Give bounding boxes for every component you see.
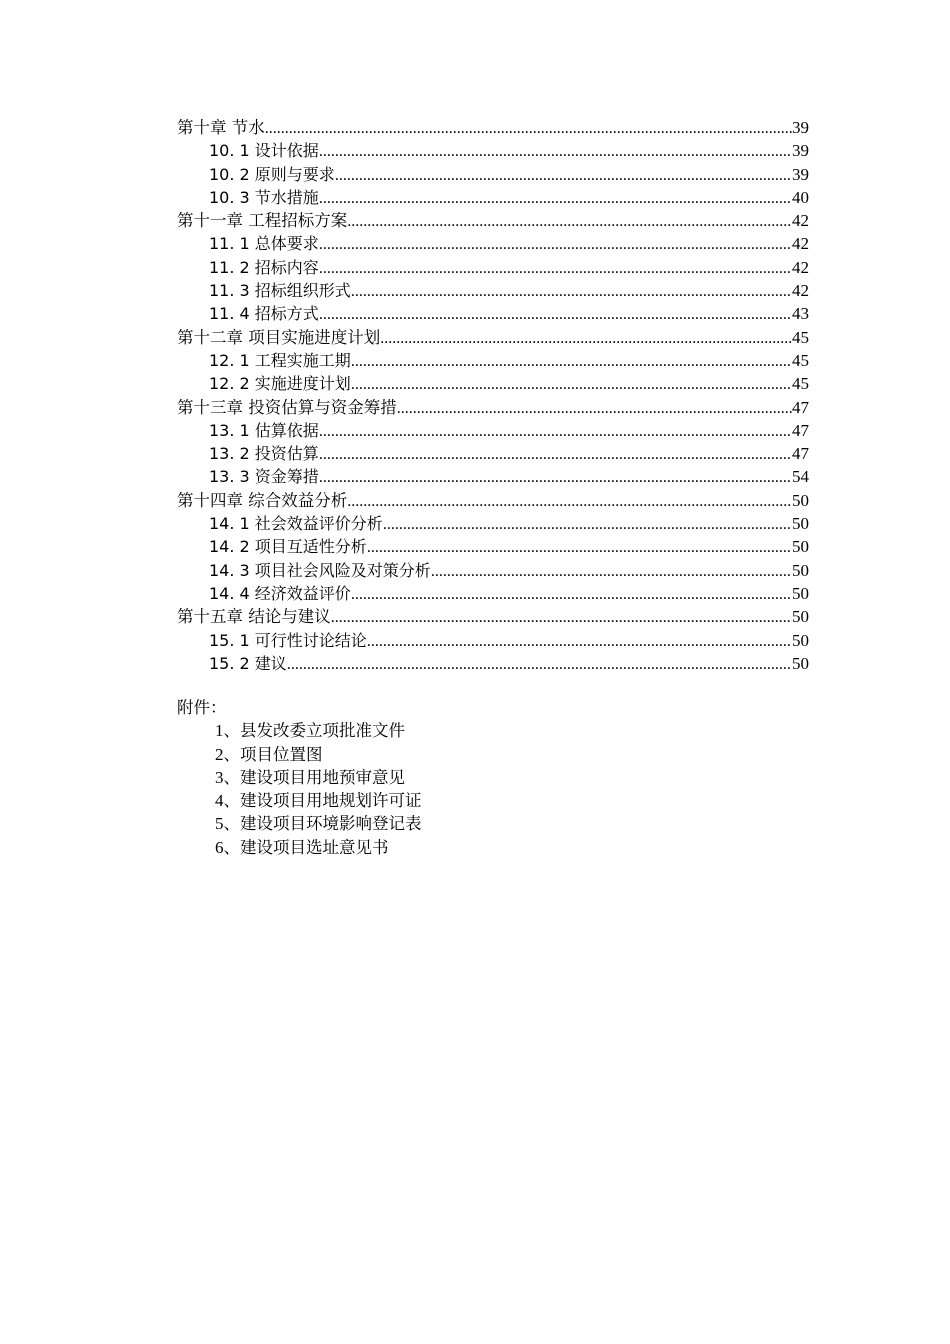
attachment-separator: 、 xyxy=(223,837,240,857)
dot-leader xyxy=(351,373,792,396)
toc-entry-page: 43 xyxy=(792,304,809,324)
attachment-item xyxy=(177,789,422,812)
toc-entry-title: 11. 1 总体要求 xyxy=(209,234,319,254)
attachment-text: 建设项目用地规划许可证 xyxy=(240,791,422,811)
toc-entry-chapter-13[interactable] xyxy=(177,396,809,419)
toc-entry-section-13-1[interactable] xyxy=(177,419,809,442)
attachment-text: 建设项目环境影响登记表 xyxy=(240,814,422,834)
dot-leader xyxy=(380,327,792,350)
toc-entry-section-14-3[interactable] xyxy=(177,559,809,582)
attachment-number: 4 xyxy=(215,791,224,811)
dot-leader xyxy=(351,583,792,606)
dot-leader xyxy=(319,233,792,256)
toc-entry-title: 第十四章 综合效益分析 xyxy=(177,490,348,510)
toc-entry-page: 45 xyxy=(792,350,809,370)
attachment-separator: 、 xyxy=(223,791,240,811)
toc-entry-title: 13. 2 投资估算 xyxy=(209,444,319,464)
toc-entry-section-11-3[interactable] xyxy=(177,279,809,302)
toc-entry-section-14-2[interactable] xyxy=(177,535,809,558)
attachment-separator: 、 xyxy=(223,767,240,787)
toc-entry-title: 10. 3 节水措施 xyxy=(209,187,319,207)
attachment-number: 1 xyxy=(215,721,224,741)
attachment-item xyxy=(177,836,422,859)
toc-entry-section-13-3[interactable] xyxy=(177,465,809,488)
toc-entry-title: 14. 4 经济效益评价 xyxy=(209,583,351,603)
toc-entry-title: 13. 1 估算依据 xyxy=(209,420,319,440)
dot-leader xyxy=(319,420,792,443)
toc-entry-section-10-1[interactable] xyxy=(177,139,809,162)
dot-leader xyxy=(431,560,792,583)
toc-entry-section-13-2[interactable] xyxy=(177,442,809,465)
toc-entry-title: 10. 2 原则与要求 xyxy=(209,164,335,184)
toc-entry-chapter-10[interactable] xyxy=(177,116,809,139)
toc-entry-page: 50 xyxy=(792,490,809,510)
toc-entry-chapter-12[interactable] xyxy=(177,326,809,349)
toc-entry-title: 第十五章 结论与建议 xyxy=(177,607,331,627)
toc-entry-page: 45 xyxy=(792,327,809,347)
attachment-text: 项目位置图 xyxy=(240,744,323,764)
toc-entry-page: 50 xyxy=(792,607,809,627)
toc-entry-title: 15. 2 建议 xyxy=(209,653,287,673)
attachment-item xyxy=(177,719,422,742)
toc-entry-title: 14. 3 项目社会风险及对策分析 xyxy=(209,560,431,580)
dot-leader xyxy=(351,350,792,373)
toc-entry-chapter-14[interactable] xyxy=(177,489,809,512)
toc-entry-title: 15. 1 可行性讨论结论 xyxy=(209,630,367,650)
toc-entry-section-15-2[interactable] xyxy=(177,652,809,675)
toc-entry-chapter-15[interactable] xyxy=(177,605,809,628)
toc-entry-page: 39 xyxy=(792,141,809,161)
toc-entry-title: 11. 3 招标组织形式 xyxy=(209,281,351,301)
attachment-separator: 、 xyxy=(223,744,240,764)
toc-entry-page: 54 xyxy=(792,467,809,487)
toc-entry-page: 47 xyxy=(792,444,809,464)
dot-leader xyxy=(351,280,792,303)
toc-entry-title: 第十一章 工程招标方案 xyxy=(177,211,348,231)
dot-leader xyxy=(319,140,792,163)
toc-entry-title: 第十三章 投资估算与资金筹措 xyxy=(177,397,397,417)
toc-entry-page: 42 xyxy=(792,211,809,231)
toc-entry-section-14-4[interactable] xyxy=(177,582,809,605)
toc-entry-section-11-4[interactable] xyxy=(177,302,809,325)
toc-entry-title: 12. 1 工程实施工期 xyxy=(209,350,351,370)
dot-leader xyxy=(347,210,792,233)
attachment-number: 3 xyxy=(215,767,224,787)
toc-entry-page: 40 xyxy=(792,187,809,207)
toc-entry-section-15-1[interactable] xyxy=(177,629,809,652)
toc-entry-page: 47 xyxy=(792,397,809,417)
dot-leader xyxy=(347,490,792,513)
toc-entry-title: 14. 1 社会效益评价分析 xyxy=(209,514,383,534)
dot-leader xyxy=(319,303,792,326)
toc-entry-page: 42 xyxy=(792,234,809,254)
toc-entry-section-12-1[interactable] xyxy=(177,349,809,372)
toc-entry-title: 10. 1 设计依据 xyxy=(209,141,319,161)
toc-entry-page: 50 xyxy=(792,514,809,534)
toc-entry-section-10-2[interactable] xyxy=(177,163,809,186)
toc-entry-title: 12. 2 实施进度计划 xyxy=(209,374,351,394)
toc-entry-title: 第十章 节水 xyxy=(177,118,265,137)
toc-entry-section-10-3[interactable] xyxy=(177,186,809,209)
toc-entry-title: 第十二章 项目实施进度计划 xyxy=(177,327,381,347)
attachments-list xyxy=(177,696,422,859)
attachment-number: 6 xyxy=(215,837,224,857)
toc-entry-title: 11. 4 招标方式 xyxy=(209,304,319,324)
toc-entry-page: 47 xyxy=(792,420,809,440)
toc-entry-section-11-1[interactable] xyxy=(177,232,809,255)
attachment-text: 建设项目用地预审意见 xyxy=(240,767,405,787)
toc-entry-page: 50 xyxy=(792,537,809,557)
attachment-number: 2 xyxy=(215,744,224,764)
dot-leader xyxy=(287,653,792,676)
dot-leader xyxy=(367,630,792,653)
dot-leader xyxy=(319,187,792,210)
toc-entry-page: 42 xyxy=(792,257,809,277)
dot-leader xyxy=(335,164,792,187)
attachment-item xyxy=(177,743,422,766)
toc-entry-page: 50 xyxy=(792,560,809,580)
toc-entry-chapter-11[interactable] xyxy=(177,209,809,232)
toc-entry-page: 50 xyxy=(792,630,809,650)
toc-entry-section-11-2[interactable] xyxy=(177,256,809,279)
toc-entry-title: 14. 2 项目互适性分析 xyxy=(209,537,367,557)
toc-entry-title: 11. 2 招标内容 xyxy=(209,257,319,277)
attachment-number: 5 xyxy=(215,814,224,834)
dot-leader xyxy=(331,606,792,629)
dot-leader xyxy=(397,397,792,420)
dot-leader xyxy=(383,513,792,536)
table-of-contents xyxy=(177,116,809,675)
dot-leader xyxy=(367,536,792,559)
attachment-item xyxy=(177,766,422,789)
toc-entry-section-12-2[interactable] xyxy=(177,372,809,395)
toc-entry-page: 45 xyxy=(792,374,809,394)
toc-entry-page: 39 xyxy=(792,164,809,184)
dot-leader xyxy=(319,466,792,489)
toc-entry-page: 39 xyxy=(792,118,809,137)
toc-entry-page: 50 xyxy=(792,583,809,603)
attachment-separator: 、 xyxy=(223,721,240,741)
dot-leader xyxy=(319,443,792,466)
toc-entry-page: 42 xyxy=(792,281,809,301)
dot-leader xyxy=(319,257,792,280)
attachment-text: 建设项目选址意见书 xyxy=(240,837,389,857)
attachment-text: 县发改委立项批准文件 xyxy=(240,721,405,741)
toc-entry-section-14-1[interactable] xyxy=(177,512,809,535)
attachments-heading: 附件： xyxy=(177,698,227,717)
toc-entry-page: 50 xyxy=(792,653,809,673)
toc-entry-title: 13. 3 资金筹措 xyxy=(209,467,319,487)
attachment-item xyxy=(177,812,422,835)
dot-leader xyxy=(265,117,792,140)
attachment-separator: 、 xyxy=(223,814,240,834)
